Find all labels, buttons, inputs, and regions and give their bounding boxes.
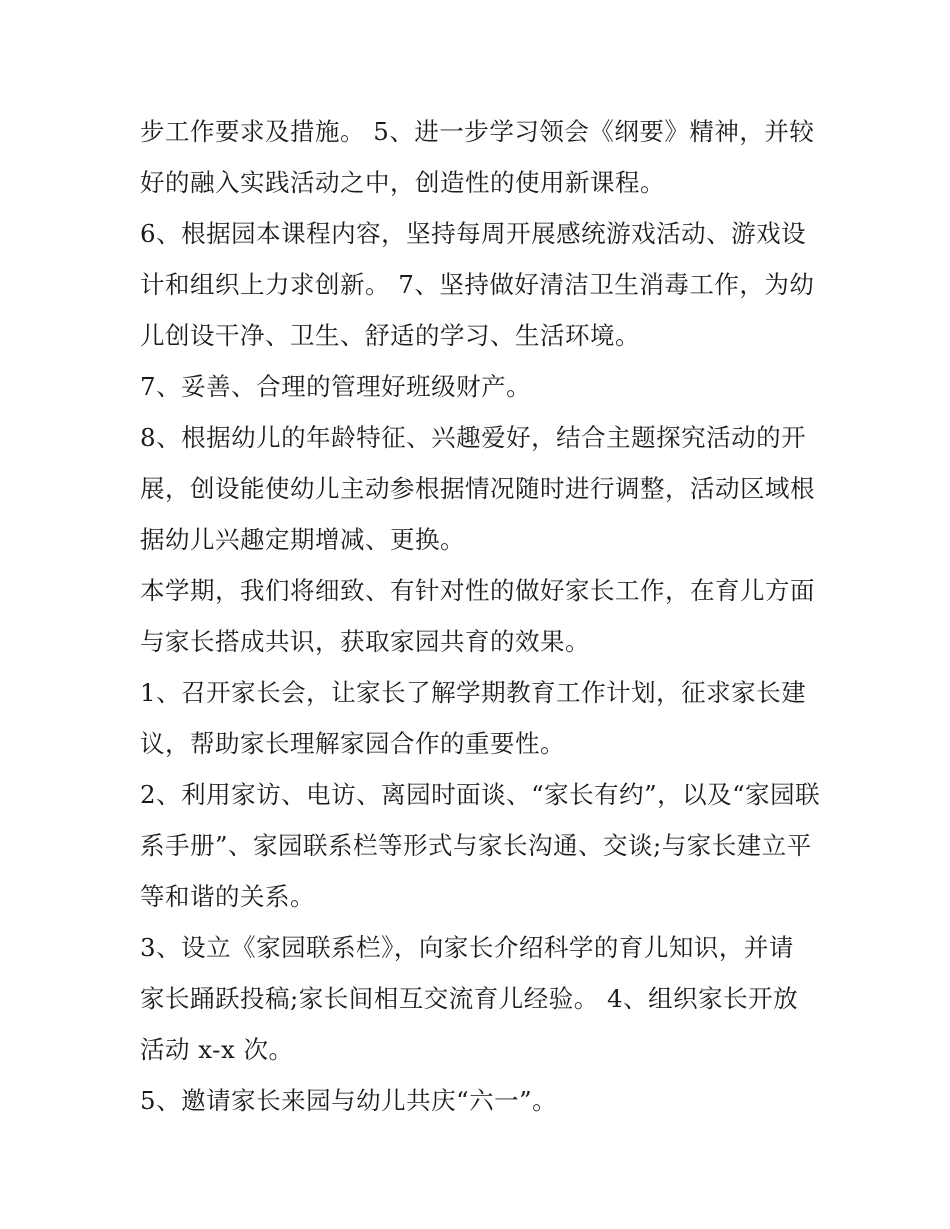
text-line: 家长踊跃投稿;家长间相互交流育儿经验。 4、组织家长开放 (140, 984, 799, 1013)
text-line: 据幼儿兴趣定期增减、更换。 (140, 525, 465, 554)
text-line: 系手册”、家园联系栏等形式与家长沟通、交谈;与家长建立平 (140, 831, 812, 860)
text-line: 计和组织上力求创新。 7、坚持做好清洁卫生消毒工作，为幼 (140, 270, 815, 299)
text-line: 本学期，我们将细致、有针对性的做好家长工作，在育儿方面 (140, 576, 815, 605)
text-line: 与家长搭成共识，获取家园共育的效果。 (140, 627, 590, 656)
text-line: 6、根据园本课程内容，坚持每周开展感统游戏活动、游戏设 (140, 219, 807, 248)
text-line: 1、召开家长会，让家长了解学期教育工作计划，征求家长建 (140, 678, 807, 707)
text-line: 7、妥善、合理的管理好班级财产。 (140, 372, 532, 401)
text-line: 2、利用家访、电访、离园时面谈、“家长有约”，以及“家园联 (140, 780, 821, 809)
document-body (140, 106, 820, 1126)
paragraph-parent-item-3 (140, 922, 820, 1075)
paragraph-parent-work-intro (140, 565, 820, 667)
text-line: 展，创设能使幼儿主动参根据情况随时进行调整，活动区域根 (140, 474, 815, 503)
text-line: 儿创设干净、卫生、舒适的学习、生活环境。 (140, 321, 640, 350)
text-line: 好的融入实践活动之中，创造性的使用新课程。 (140, 168, 665, 197)
paragraph-parent-item-2 (140, 769, 820, 922)
text-line: 议，帮助家长理解家园合作的重要性。 (140, 729, 565, 758)
text-line: 5、邀请家长来园与幼儿共庆“六一”。 (140, 1086, 558, 1115)
text-line: 8、根据幼儿的年龄特征、兴趣爱好，结合主题探究活动的开 (140, 423, 807, 452)
text-line: 3、设立《家园联系栏》，向家长介绍科学的育儿知识，并请 (140, 933, 794, 962)
text-line: 等和谐的关系。 (140, 882, 315, 911)
paragraph-parent-item-1 (140, 667, 820, 769)
paragraph-work-measures (140, 106, 820, 208)
paragraph-item-7 (140, 361, 820, 412)
paragraph-parent-item-5 (140, 1075, 820, 1126)
text-line: 活动 x-x 次。 (140, 1035, 294, 1064)
paragraph-item-8 (140, 412, 820, 565)
text-line: 步工作要求及措施。 5、进一步学习领会《纲要》精神，并较 (140, 117, 815, 146)
paragraph-item-6 (140, 208, 820, 361)
